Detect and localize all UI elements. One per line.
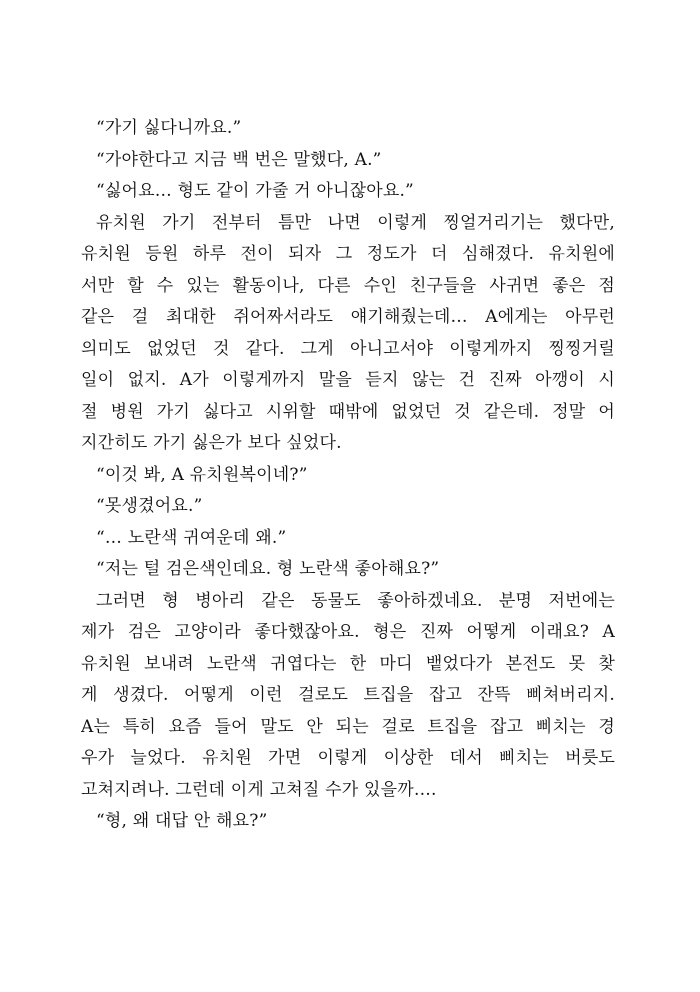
text-line: “이것 봐, A 유치원복이네?”	[96, 464, 308, 485]
paragraph-dialogue	[81, 806, 615, 838]
paragraph-dialogue	[81, 145, 615, 177]
paragraph-narration	[81, 208, 615, 460]
page-content	[81, 113, 615, 838]
paragraph-dialogue	[81, 554, 615, 586]
text-line: “저는 털 검은색인데요. 형 노란색 좋아해요?”	[96, 559, 440, 579]
text-line: “못생겼어요.”	[96, 496, 203, 516]
paragraph-dialogue	[81, 460, 615, 492]
text-line: 지간히도 가기 싫은가 보다 싶었다.	[81, 433, 342, 453]
text-line: 고쳐지려나. 그런데 이게 고쳐질 수가 있을까….	[81, 779, 437, 800]
paragraph-dialogue	[81, 113, 615, 145]
paragraph-dialogue	[81, 491, 615, 523]
text-line: A는 특히 요즘 들어 말도 안 되는 걸로 트집을 잡고 삐치는 경	[81, 716, 615, 737]
text-line: “형, 왜 대답 안 해요?”	[96, 811, 268, 831]
text-line: “가야한다고 지금 백 번은 말했다, A.”	[96, 149, 382, 170]
text-line: 우가 늘었다. 유치원 가면 이렇게 이상한 데서 삐치는 버릇도	[81, 748, 615, 768]
text-line: “… 노란색 귀여운데 왜.”	[96, 527, 287, 548]
text-line: 유치원 등원 하루 전이 되자 그 정도가 더 심해졌다. 유치원에	[81, 244, 615, 264]
text-line: “싫어요… 형도 같이 가줄 거 아니잖아요.”	[96, 181, 414, 201]
text-line: 게 생겼다. 어떻게 이런 걸로도 트집을 잡고 잔뜩 삐쳐버리지.	[81, 685, 615, 705]
text-line: 유치원 가기 전부터 틈만 나면 이렇게 찡얼거리기는 했다만,	[96, 212, 615, 233]
text-line: 일이 없지. A가 이렇게까지 말을 듣지 않는 건 진짜 아깽이 시	[81, 370, 615, 390]
text-line: 서만 할 수 있는 활동이나, 다른 수인 친구들을 사귀면 좋은 점	[81, 275, 615, 296]
text-line: 제가 검은 고양이라 좋다했잖아요. 형은 진짜 어떻게 이래요? A	[81, 622, 615, 642]
paragraph-narration	[81, 586, 615, 807]
text-line: 그러면 형 병아리 같은 동물도 좋아하겠네요. 분명 저번에는	[96, 590, 615, 611]
text-line: 같은 걸 최대한 쥐어짜서라도 얘기해줬는데… A에게는 아무런	[81, 307, 615, 327]
text-line: 의미도 없었던 것 같다. 그게 아니고서야 이렇게까지 찡찡거릴	[81, 338, 615, 359]
paragraph-dialogue	[81, 176, 615, 208]
text-line: 절 병원 가기 싫다고 시위할 때밖에 없었던 것 같은데. 정말 어	[81, 401, 615, 422]
paragraph-dialogue	[81, 523, 615, 555]
text-line: 유치원 보내려 노란색 귀엽다는 한 마디 뱉었다가 본전도 못 찾	[81, 653, 615, 674]
text-line: “가기 싫다니까요.”	[96, 118, 242, 138]
